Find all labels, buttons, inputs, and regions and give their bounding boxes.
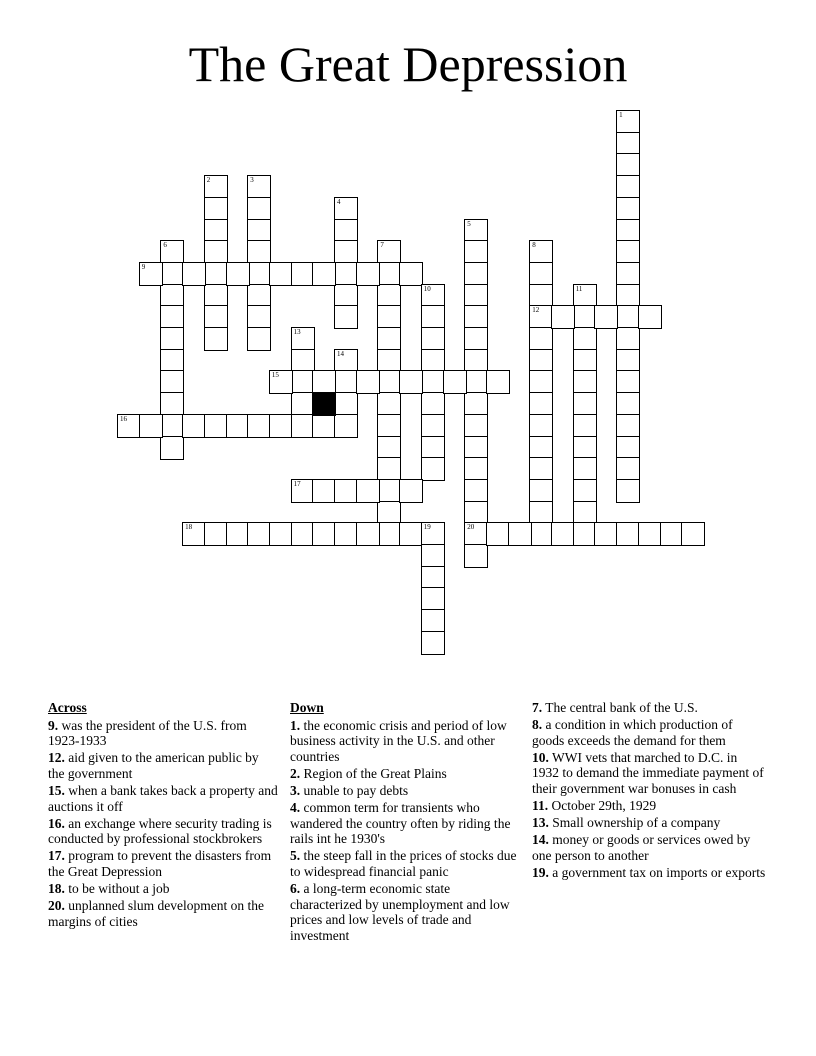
grid-cell[interactable] [291,327,315,351]
grid-cell[interactable] [247,327,271,351]
clue-number: 7. [532,700,543,715]
down-clue [290,881,520,943]
grid-cell[interactable] [464,544,488,568]
grid-cell[interactable] [399,370,423,394]
cell-number: 15 [271,371,279,380]
grid-cell[interactable] [421,370,445,394]
grid-cell[interactable] [464,370,488,394]
grid-cell[interactable] [334,392,358,416]
grid-cell[interactable] [291,479,315,503]
grid-cell[interactable] [377,501,401,525]
grid-cell[interactable] [182,414,206,438]
grid-cell[interactable] [204,262,228,286]
cell-number: 3 [250,176,254,185]
clue-number: 20. [48,898,65,914]
cell-number: 19 [423,523,431,532]
grid-cell[interactable] [247,414,271,438]
down-clue [290,783,520,799]
grid-cell[interactable] [486,522,510,546]
grid-cell[interactable] [247,522,271,546]
grid-cell[interactable] [464,414,488,438]
grid-cell[interactable] [204,219,228,243]
across-clue [48,898,278,929]
down-clue [532,750,767,797]
grid-cell[interactable] [334,479,358,503]
clue-text: an exchange where security trading is conducted by professional stockbrokers [48,815,272,847]
clue-text: a long-term economic state characterized by unemployment and low prices and low levels of trade and investment [290,881,510,943]
grid-cell[interactable] [421,587,445,611]
grid-cell[interactable] [464,457,488,481]
clue-text: Small ownership of a company [548,815,721,831]
grid-cell[interactable] [291,370,315,394]
clue-text: aid given to the american public by the government [48,750,259,781]
clue-number: 2. [290,765,301,781]
clue-number: 12. [48,750,65,766]
grid-cell[interactable] [464,436,488,460]
grid-cell[interactable] [377,414,401,438]
clue-number: 16. [48,815,65,831]
grid-cell[interactable] [334,284,358,308]
grid-cell[interactable] [529,284,553,308]
grid-cell[interactable] [204,240,228,264]
cell-number: 13 [293,328,301,336]
grid-cell[interactable] [356,370,380,394]
grid-cell[interactable] [616,479,640,503]
grid-cell[interactable] [421,349,445,373]
cell-number: 14 [337,349,344,358]
grid-cell[interactable] [551,305,575,329]
clue-text: was the president of the U.S. from 1923-1933 [48,717,247,749]
grid-cell[interactable] [247,284,271,308]
grid-cell[interactable] [616,414,640,438]
grid-cell[interactable] [529,262,553,286]
grid-cell[interactable] [269,522,293,546]
grid-cell[interactable] [464,305,488,329]
grid-cell[interactable] [226,414,250,438]
cell-number: 18 [185,523,193,532]
clue-text: the steep fall in the prices of stocks due to widespread financial panic [290,848,517,879]
grid-cell[interactable] [421,305,445,329]
grid-cell[interactable] [312,479,336,503]
down-clue [290,766,520,782]
grid-cell[interactable] [616,110,640,134]
grid-cell[interactable] [573,501,597,525]
clue-number: 3. [290,782,301,798]
grid-cell[interactable] [551,522,575,546]
grid-cell[interactable] [529,305,553,329]
grid-cell[interactable] [312,370,336,394]
down-clue [532,865,767,881]
black-cell [312,392,336,416]
grid-cell[interactable] [356,262,380,286]
clue-text: the economic crisis and period of low business activity in the U.S. and other countries [290,717,507,764]
cell-number: 17 [293,479,301,488]
across-clue [48,816,278,847]
grid-cell[interactable] [616,153,640,177]
grid-cell[interactable] [377,522,401,546]
grid-cell[interactable] [464,479,488,503]
grid-cell[interactable] [681,522,705,546]
grid-cell[interactable] [616,305,640,329]
clue-number: 11. [532,798,549,814]
clue-number: 9. [48,717,59,733]
grid-cell[interactable] [334,240,358,264]
grid-cell[interactable] [160,370,184,394]
across-clue [48,881,278,897]
grid-cell[interactable] [421,609,445,633]
cell-number: 5 [467,219,471,228]
down-clue [532,717,767,748]
grid-cell[interactable] [377,262,401,286]
grid-cell[interactable] [204,327,228,351]
down-clue [290,718,520,765]
grid-cell[interactable] [573,479,597,503]
clue-text: October 29th, 1929 [548,798,657,814]
grid-cell[interactable] [334,349,358,373]
grid-cell[interactable] [573,436,597,460]
clue-number: 4. [290,800,301,816]
grid-cell[interactable] [464,327,488,351]
grid-cell[interactable] [247,305,271,329]
cell-number: 9 [141,262,146,271]
grid-cell[interactable] [421,284,445,308]
clue-text: a government tax on imports or exports [548,864,766,880]
clues-column-1 [48,700,278,931]
down-clue-list-b [532,700,767,881]
grid-cell[interactable] [160,392,184,416]
cell-number: 4 [337,197,341,206]
grid-cell[interactable] [616,197,640,221]
grid-cell[interactable] [269,370,293,394]
across-heading: Across [48,700,87,715]
grid-cell[interactable] [573,392,597,416]
grid-cell[interactable] [160,414,184,438]
clue-text: to be without a job [64,881,170,897]
cell-number: 12 [532,306,540,315]
grid-cell[interactable] [464,240,488,264]
grid-cell[interactable] [291,349,315,373]
grid-cell[interactable] [247,219,271,243]
grid-cell[interactable] [616,457,640,481]
across-clue-list [48,718,278,930]
grid-cell[interactable] [616,132,640,156]
grid-cell[interactable] [616,370,640,394]
clue-number: 5. [290,848,301,864]
grid-cell[interactable] [421,457,445,481]
clue-number: 13. [532,815,549,831]
grid-cell[interactable] [247,240,271,264]
across-clue [48,718,278,749]
grid-cell[interactable] [160,305,184,329]
clue-text: unable to pay debts [300,782,409,798]
grid-cell[interactable] [421,631,445,655]
grid-cell[interactable] [529,501,553,525]
grid-cell[interactable] [377,349,401,373]
grid-cell[interactable] [573,522,597,546]
grid-cell[interactable] [377,457,401,481]
cell-number: 7 [380,241,384,250]
grid-cell[interactable] [377,479,401,503]
grid-cell[interactable] [334,414,358,438]
clue-text: WWI vets that marched to D.C. in 1932 to demand the immediate payment of their government war bonuses in cash [532,749,764,796]
grid-cell[interactable] [421,522,445,546]
clue-number: 15. [48,782,65,798]
grid-cell[interactable] [160,284,184,308]
clue-number: 10. [532,749,549,765]
grid-cell[interactable] [356,522,380,546]
grid-cell[interactable] [443,370,467,394]
clue-number: 14. [532,832,549,848]
across-clue [48,750,278,781]
grid-cell[interactable] [529,240,553,264]
grid-cell[interactable] [573,414,597,438]
cell-number: 6 [163,241,167,250]
cell-number: 20 [467,523,475,532]
grid-cell[interactable] [573,327,597,351]
grid-cell[interactable] [377,284,401,308]
grid-cell[interactable] [529,436,553,460]
grid-cell[interactable] [291,392,315,416]
grid-cell[interactable] [529,479,553,503]
down-clue [532,832,767,863]
grid-cell[interactable] [399,479,423,503]
grid-cell[interactable] [616,392,640,416]
cell-number: 1 [619,111,623,119]
grid-cell[interactable] [204,414,228,438]
grid-cell[interactable] [139,414,163,438]
grid-cell[interactable] [464,522,488,546]
grid-cell[interactable] [421,414,445,438]
grid-cell[interactable] [247,175,271,199]
clue-number: 6. [290,881,301,897]
down-clue [290,800,520,847]
grid-cell[interactable] [399,522,423,546]
grid-cell[interactable] [529,349,553,373]
grid-cell[interactable] [529,457,553,481]
grid-cell[interactable] [594,522,618,546]
grid-cell[interactable] [334,219,358,243]
grid-cell[interactable] [464,262,488,286]
grid-cell[interactable] [399,262,423,286]
grid-cell[interactable] [377,305,401,329]
grid-cell[interactable] [377,392,401,416]
grid-cell[interactable] [312,262,336,286]
grid-cell[interactable] [508,522,532,546]
grid-cell[interactable] [421,544,445,568]
grid-cell[interactable] [182,262,206,286]
grid-cell[interactable] [356,479,380,503]
cell-number: 16 [120,414,127,423]
across-clue [48,848,278,879]
down-clue-list-a [290,718,520,944]
grid-cell[interactable] [226,262,250,286]
grid-cell[interactable] [377,436,401,460]
clue-number: 8. [532,717,543,733]
grid-cell[interactable] [638,305,662,329]
grid-cell[interactable] [269,414,293,438]
grid-cell[interactable] [312,522,336,546]
grid-cell[interactable] [182,522,206,546]
grid-cell[interactable] [334,305,358,329]
clue-text: common term for transients who wandered the country often by riding the rails int he 1930's [290,800,511,847]
clue-text: unplanned slum development on the margins of cities [48,898,264,929]
grid-cell[interactable] [616,522,640,546]
clue-number: 19. [532,864,549,880]
clue-text: when a bank takes back a property and auctions it off [48,782,278,814]
grid-cell[interactable] [529,370,553,394]
grid-cell[interactable] [616,175,640,199]
grid-cell[interactable] [204,284,228,308]
grid-cell[interactable] [204,522,228,546]
grid-cell[interactable] [204,197,228,221]
clue-text: program to prevent the disasters from the Great Depression [48,848,272,879]
grid-cell[interactable] [377,370,401,394]
grid-cell[interactable] [421,392,445,416]
grid-cell[interactable] [529,327,553,351]
grid-cell[interactable] [247,262,271,286]
grid-cell[interactable] [573,284,597,308]
grid-cell[interactable] [616,327,640,351]
grid-cell[interactable] [573,370,597,394]
across-clue [48,783,278,814]
clue-text: Region of the Great Plains [300,765,447,781]
grid-cell[interactable] [464,284,488,308]
grid-cell[interactable] [160,327,184,351]
grid-cell[interactable] [594,305,618,329]
cell-number: 10 [423,284,431,293]
down-clue [532,700,767,716]
clue-text: money or goods or services owed by one person to another [532,832,751,863]
grid-cell[interactable] [160,349,184,373]
down-clue [290,848,520,879]
grid-cell[interactable] [291,414,315,438]
grid-cell[interactable] [269,262,293,286]
grid-cell[interactable] [160,436,184,460]
grid-cell[interactable] [377,240,401,264]
grid-cell[interactable] [573,457,597,481]
grid-cell[interactable] [421,566,445,590]
grid-cell[interactable] [291,522,315,546]
grid-cell[interactable] [334,370,358,394]
grid-cell[interactable] [464,392,488,416]
clue-text: a condition in which production of goods exceeds the demand for them [532,717,733,748]
grid-cell[interactable] [573,349,597,373]
cell-number: 11 [575,284,583,293]
grid-cell[interactable] [529,522,553,546]
grid-cell[interactable] [160,240,184,264]
grid-cell[interactable] [291,262,315,286]
grid-cell[interactable] [334,197,358,221]
grid-cell[interactable] [638,522,662,546]
puzzle-title: The Great Depression [188,36,628,92]
grid-cell[interactable] [529,392,553,416]
down-clue [532,798,767,814]
grid-cell[interactable] [334,522,358,546]
grid-cell[interactable] [226,522,250,546]
grid-cell[interactable] [616,284,640,308]
grid-cell[interactable] [204,305,228,329]
grid-cell[interactable] [486,370,510,394]
grid-cell[interactable] [573,305,597,329]
clue-number: 18. [48,881,65,897]
grid-cell[interactable] [421,327,445,351]
cell-number: 2 [206,176,211,185]
grid-cell[interactable] [247,197,271,221]
grid-cell[interactable] [616,349,640,373]
grid-cell[interactable] [616,262,640,286]
clues-column-2 [290,700,520,945]
grid-cell[interactable] [334,262,358,286]
grid-cell[interactable] [421,436,445,460]
grid-cell[interactable] [312,414,336,438]
grid-cell[interactable] [660,522,684,546]
grid-cell[interactable] [117,414,141,438]
grid-cell[interactable] [139,262,163,286]
clue-number: 1. [290,717,301,733]
grid-cell[interactable] [464,501,488,525]
cell-number: 8 [532,241,536,250]
grid-cell[interactable] [616,240,640,264]
grid-cell[interactable] [616,436,640,460]
grid-cell[interactable] [616,219,640,243]
grid-cell[interactable] [160,262,184,286]
down-clue [532,815,767,831]
grid-cell[interactable] [464,219,488,243]
down-heading: Down [290,700,324,715]
grid-cell[interactable] [529,414,553,438]
grid-cell[interactable] [464,349,488,373]
clues-column-3 [532,700,767,882]
clue-number: 17. [48,848,65,864]
grid-cell[interactable] [204,175,228,199]
grid-cell[interactable] [377,327,401,351]
clue-text: The central bank of the U.S. [542,700,698,715]
